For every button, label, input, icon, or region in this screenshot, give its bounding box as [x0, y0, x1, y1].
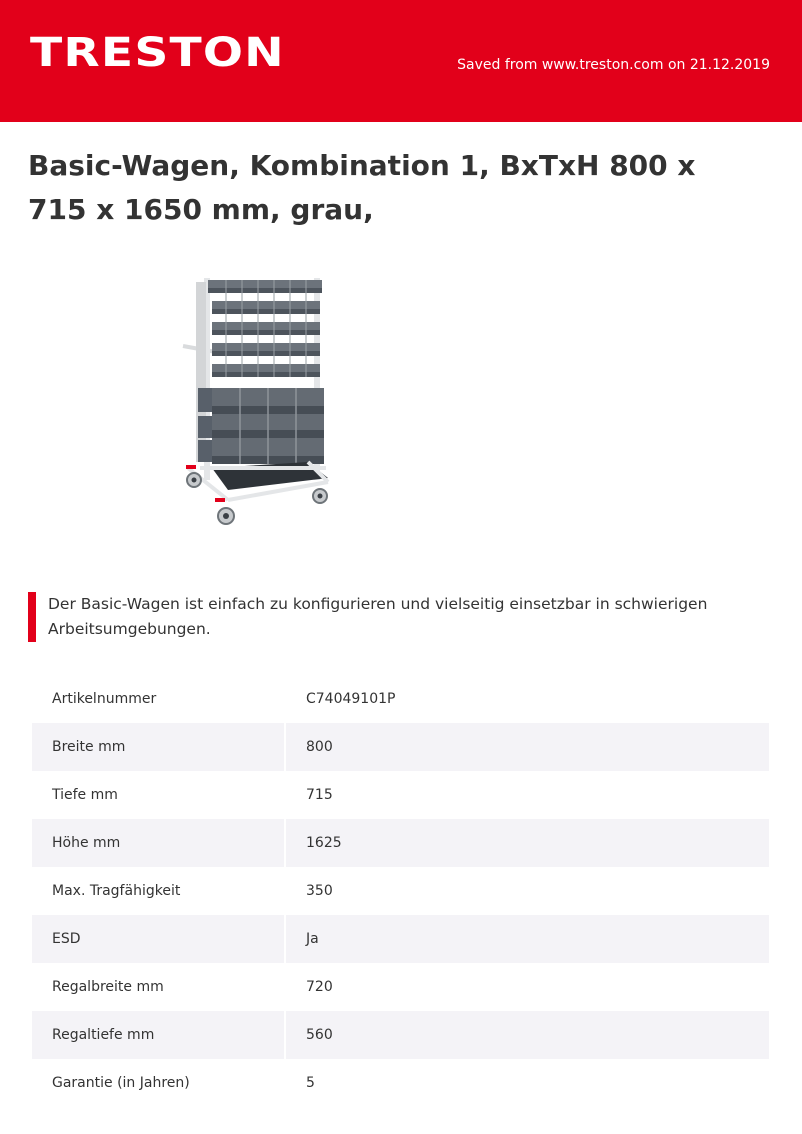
spec-value: 560 — [286, 1011, 769, 1059]
table-row — [32, 819, 769, 867]
spec-label: Regaltiefe mm — [32, 1011, 284, 1059]
spec-label: ESD — [32, 915, 284, 963]
spec-label: Regalbreite mm — [52, 979, 164, 995]
spec-label: Garantie (in Jahren) — [52, 1075, 190, 1091]
product-description: Der Basic-Wagen ist einfach zu konfigurieren und vielseitig einsetzbar in schwierigen Arbeitsumgebungen. — [28, 592, 768, 642]
saved-from-note: Saved from www.treston.com on 21.12.2019 — [457, 57, 770, 73]
table-row — [32, 915, 769, 963]
spec-value: 715 — [306, 787, 333, 803]
product-title: Basic-Wagen, Kombination 1, BxTxH 800 x 715 x 1650 mm, grau, — [28, 149, 696, 226]
spec-value: 350 — [306, 883, 333, 899]
table-row — [32, 1011, 769, 1059]
spec-value: 5 — [306, 1075, 315, 1091]
table-row — [32, 1059, 769, 1107]
table-row — [32, 867, 769, 915]
treston-logo[interactable]: TRESTON — [30, 30, 285, 76]
spec-label: Tiefe mm — [52, 787, 118, 803]
table-row — [32, 675, 769, 723]
table-row — [32, 771, 769, 819]
spec-value: 720 — [306, 979, 333, 995]
specifications-table — [30, 675, 771, 1107]
spec-label: Breite mm — [32, 723, 284, 771]
page-header — [0, 0, 802, 122]
table-row — [32, 963, 769, 1011]
spec-value: 800 — [286, 723, 769, 771]
spec-label: Artikelnummer — [52, 691, 157, 707]
table-row — [32, 723, 769, 771]
product-image — [178, 268, 348, 538]
spec-value: Ja — [286, 915, 769, 963]
spec-label: Höhe mm — [32, 819, 284, 867]
spec-value: C74049101P — [306, 691, 396, 707]
spec-value: 1625 — [286, 819, 769, 867]
spec-label: Max. Tragfähigkeit — [52, 883, 181, 899]
